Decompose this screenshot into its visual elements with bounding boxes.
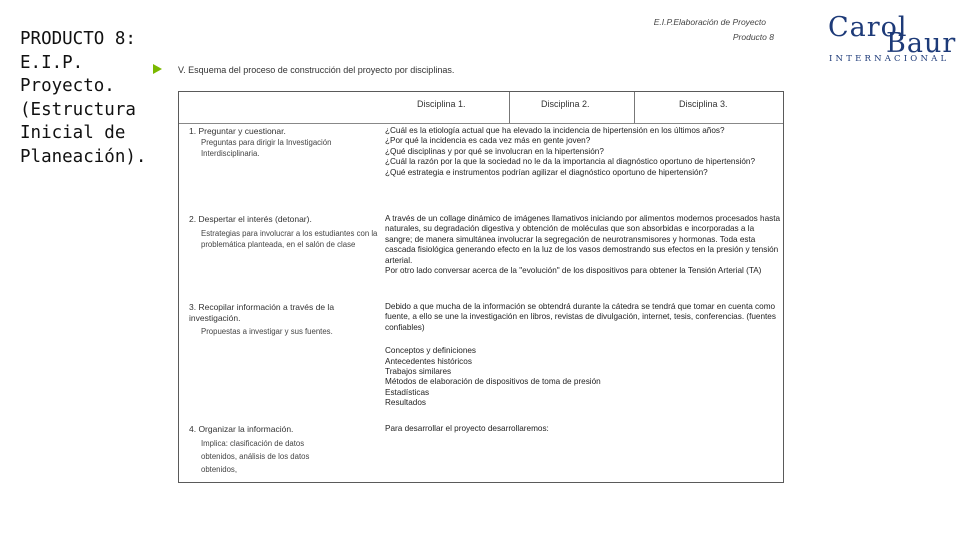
- paragraph: Por otro lado conversar acerca de la "evolución" de los dispositivos para obtener la Tensión Arterial (TA): [385, 266, 762, 276]
- table-row-2-right: [385, 214, 781, 276]
- table-row-4-left: [189, 424, 379, 476]
- list-item: Conceptos y definiciones: [385, 346, 477, 356]
- header-project-label: E.I.P.Elaboración de Proyecto: [653, 17, 766, 27]
- question-item: ¿Por qué la incidencia es cada vez más en gente joven?: [385, 136, 591, 146]
- section-subtitle: V. Esquema del proceso de construcción del proyecto por disciplinas.: [178, 65, 455, 75]
- step-title: 3. Recopilar información a través de la investigación.: [189, 302, 335, 323]
- question-item: ¿Qué disciplinas y por qué se involucran en la hipertensión?: [385, 146, 604, 156]
- row-divider: [179, 123, 783, 124]
- header-divider: [634, 92, 635, 123]
- header-disciplina-1: Disciplina 1.: [417, 99, 466, 109]
- step-title: 1. Preguntar y cuestionar.: [189, 126, 286, 136]
- table-row-2-left: [189, 214, 379, 250]
- list-item: Resultados: [385, 398, 426, 408]
- step-description: Preguntas para dirigir la Investigación Interdisciplinaria.: [201, 138, 332, 158]
- slide-title-line: Inicial de: [20, 123, 126, 143]
- sources-list: [385, 346, 781, 408]
- header-disciplina-2: Disciplina 2.: [541, 99, 590, 109]
- slide-title-line: Proyecto.: [20, 76, 115, 96]
- paragraph: A través de un collage dinámico de imágenes llamativos iniciando por alimentos modernos procesados hasta naturales, su degradación digestiva y obtención de moléculas que son absorbidas e incorporadas a la sangre; de manera simultánea involucrar la segregación de neurotransmisores y hormonas. Toda esta cascada fisiológica generando efecto en la luz de los vasos demostrando sus efectos en la presión y tensión arterial.: [385, 214, 781, 265]
- question-item: ¿Cuál la razón por la que la sociedad no le da la importancia al diagnóstico oportuno de hipertensión?: [385, 157, 756, 167]
- slide-title: [20, 28, 170, 169]
- question-item: ¿Qué estrategia e instrumentos podrían agilizar el diagnóstico oportuno de hipertensión?: [385, 167, 708, 177]
- step-title: 4. Organizar la información.: [189, 424, 294, 434]
- slide-title-line: E.I.P.: [20, 52, 84, 73]
- table-row-3-left: [189, 302, 379, 337]
- logo-word-baur: Baur: [886, 28, 957, 59]
- header-product-label: Producto 8: [732, 32, 774, 42]
- header-divider: [509, 92, 510, 123]
- table-row-1-left: [189, 126, 379, 159]
- slide-title-line: (Estructura: [20, 99, 136, 120]
- question-item: ¿Cuál es la etiología actual que ha elevado la incidencia de hipertensión en los últimos años?: [385, 126, 725, 135]
- step-description: Implica: clasificación de datos obtenidos, análisis de los datos obtenidos,: [201, 439, 310, 474]
- slide-title-line: Planeación).: [20, 146, 147, 167]
- table-row-1-right: [385, 126, 781, 178]
- step-description: Estrategias para involucrar a los estudiantes con la problemática planteada, en el salón de clase: [201, 229, 378, 249]
- step-description: Propuestas a investigar y sus fuentes.: [201, 327, 333, 336]
- process-table: [178, 91, 784, 483]
- paragraph: Para desarrollar el proyecto desarrollaremos:: [385, 424, 549, 433]
- list-item: Antecedentes históricos: [385, 356, 472, 366]
- paragraph: Debido a que mucha de la información se obtendrá durante la cátedra se tendrá que tomar en cuenta como fuente, a ello se une la investigación en libros, revistas de divulgación, internet, tesis, conferencias. (fuentes confiables): [385, 302, 776, 332]
- table-row-3-right: [385, 302, 781, 409]
- list-item: Métodos de elaboración de dispositivos de toma de presión: [385, 377, 601, 387]
- bullet-arrow-icon: [153, 64, 162, 74]
- carol-baur-logo: [826, 12, 957, 64]
- header-disciplina-3: Disciplina 3.: [679, 99, 728, 109]
- logo-word-internacional: INTERNACIONAL: [829, 54, 950, 64]
- table-row-4-right: [385, 424, 781, 434]
- slide-title-line: PRODUCTO 8:: [20, 29, 136, 49]
- step-title: 2. Despertar el interés (detonar).: [189, 214, 312, 224]
- list-item: Trabajos similares: [385, 367, 452, 377]
- list-item: Estadísticas: [385, 387, 430, 397]
- logo-word-carol: Carol: [828, 12, 908, 43]
